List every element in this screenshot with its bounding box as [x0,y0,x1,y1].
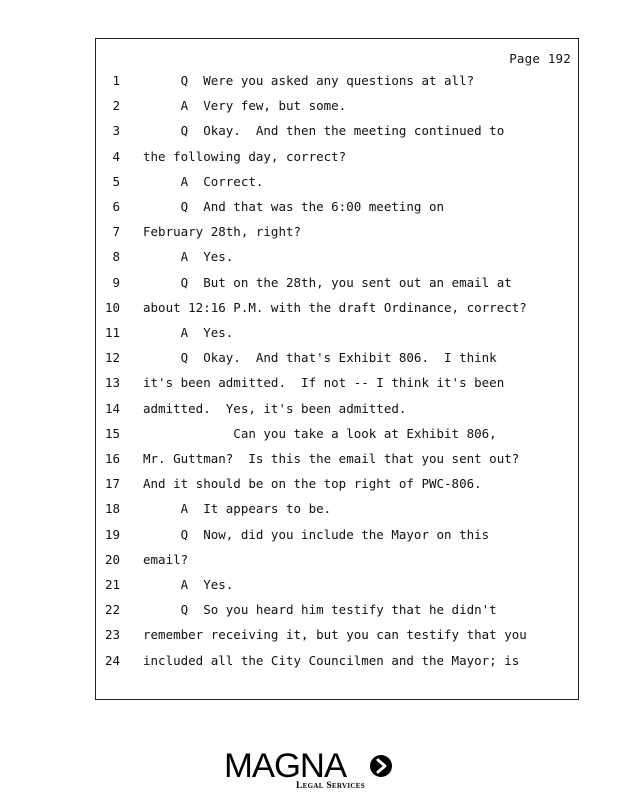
line-text: February 28th, right? [143,224,302,240]
line-text: about 12:16 P.M. with the draft Ordinance, correct? [143,299,527,315]
line-number: 9 [112,274,120,290]
transcript-line [96,602,578,622]
transcript-line [96,73,578,93]
logo-subtitle: Legal Services [296,781,365,791]
line-text: Q Now, did you include the Mayor on this [143,526,490,542]
line-number: 16 [104,451,120,466]
line-number: 10 [104,299,120,315]
line-text: included all the City Councilmen and the Mayor; is [143,652,520,668]
transcript-line [96,249,578,269]
transcript-line [96,300,578,320]
line-text: Q So you heard him testify that he didn't [143,602,497,618]
line-number: 7 [112,224,120,240]
transcript-line [96,552,578,572]
line-text: And it should be on the top right of PWC-806. [143,476,482,492]
line-text: Q Okay. And that's Exhibit 806. I think [143,350,497,366]
line-number: 19 [104,526,120,542]
transcript-line [96,426,578,446]
line-text: A Yes. [143,325,234,340]
line-text: email? [143,551,189,567]
line-number: 15 [104,425,120,441]
line-text: A Correct. [143,173,264,189]
line-number: 18 [104,501,120,517]
transcript-line [96,401,578,421]
line-text: admitted. Yes, it's been admitted. [143,400,407,416]
line-text: Q Okay. And then the meeting continued to [143,123,505,139]
line-text: Mr. Guttman? Is this the email that you sent out? [143,451,520,466]
line-number: 8 [112,249,120,265]
transcript-line [96,149,578,169]
line-text: Q Were you asked any questions at all? [143,73,475,88]
line-number: 5 [112,173,120,189]
transcript-line [96,501,578,521]
line-number: 2 [112,98,120,114]
transcript-line [96,476,578,496]
transcript-page [95,38,579,700]
line-text: Q And that was the 6:00 meeting on [143,199,445,214]
line-number: 4 [112,148,120,164]
line-number: 14 [104,400,120,416]
line-text: A Very few, but some. [143,98,347,114]
line-number: 11 [104,325,120,340]
line-number: 23 [104,627,120,643]
line-text: remember receiving it, but you can testify that you [143,627,527,643]
transcript-line [96,627,578,647]
line-number: 21 [104,577,120,592]
transcript-line [96,325,578,345]
line-text: A It appears to be. [143,501,332,517]
transcript-line [96,375,578,395]
line-number: 3 [112,123,120,139]
transcript-line [96,653,578,673]
line-number: 13 [104,375,120,391]
line-text: Q But on the 28th, you sent out an email at [143,274,512,290]
line-number: 1 [112,73,120,88]
transcript-line [96,527,578,547]
transcript-line [96,350,578,370]
page-number: Page 192 [509,51,571,66]
line-number: 22 [104,602,120,618]
transcript-line [96,98,578,118]
transcript-line [96,123,578,143]
line-number: 20 [104,551,120,567]
line-number: 24 [104,652,120,668]
line-text: it's been admitted. If not -- I think it's been [143,375,505,391]
line-number: 12 [104,350,120,366]
line-text: A Yes. [143,577,234,592]
line-text: the following day, correct? [143,148,347,164]
transcript-line [96,174,578,194]
arrow-right-circle-icon [370,755,392,777]
transcript-line [96,451,578,471]
transcript-line [96,577,578,597]
line-number: 6 [112,199,120,214]
logo-wordmark: MAGNA [224,747,347,785]
magna-logo [224,748,399,796]
line-text: A Yes. [143,249,234,265]
transcript-line [96,275,578,295]
transcript-line [96,199,578,219]
transcript-line [96,224,578,244]
line-text: Can you take a look at Exhibit 806, [143,425,497,441]
line-number: 17 [104,476,120,492]
